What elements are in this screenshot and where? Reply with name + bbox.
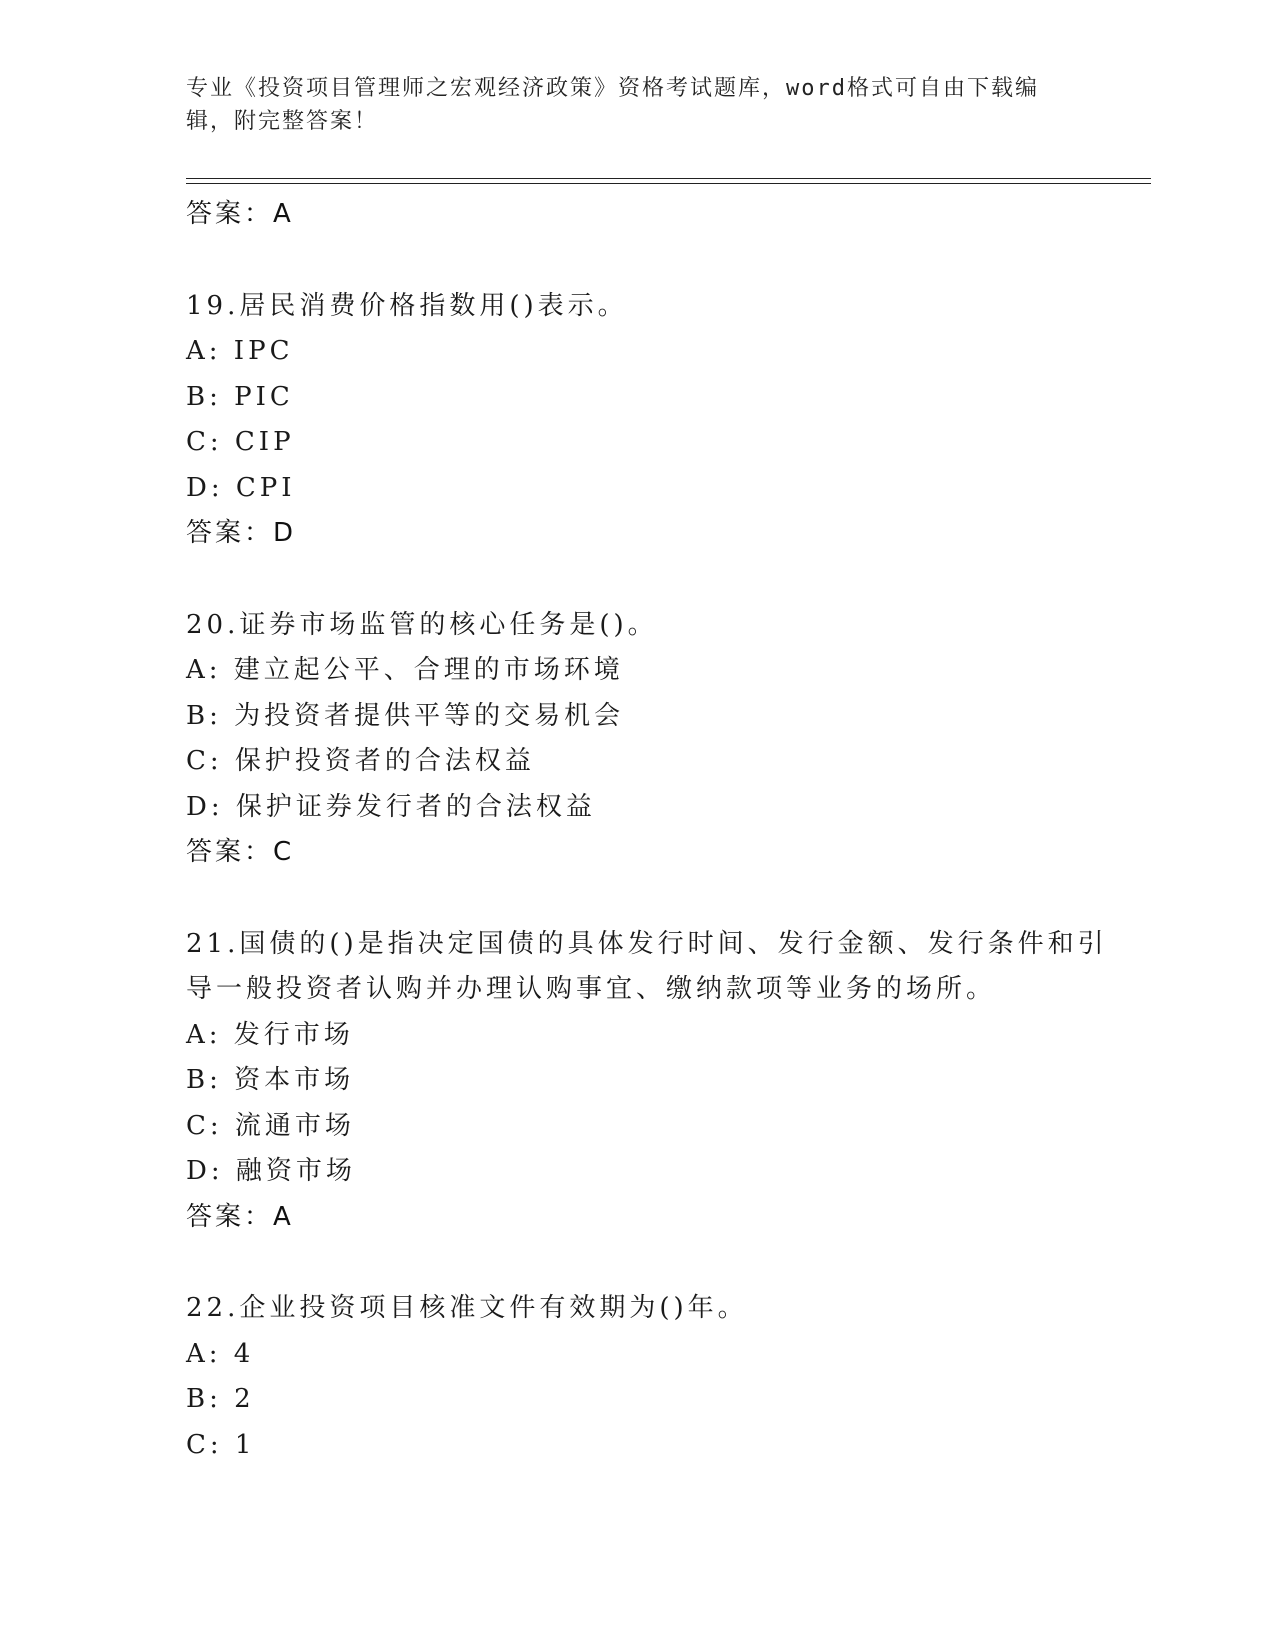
option-c: C: 1: [186, 1429, 256, 1460]
answer: 答案：A: [186, 1201, 294, 1232]
option-a: A: 发行市场: [186, 1019, 354, 1050]
header-line-1: 专业《投资项目管理师之宏观经济政策》资格考试题库，word格式可自由下载编: [186, 76, 1039, 101]
question-stem: 22.企业投资项目核准文件有效期为()年。: [186, 1293, 748, 1323]
option-b: B: 2: [186, 1384, 255, 1414]
option-b: B: 资本市场: [186, 1065, 355, 1095]
option-a: A: 4: [186, 1338, 255, 1369]
option-c: C: 保护投资者的合法权益: [186, 746, 535, 776]
header-divider-bottom: [186, 183, 1151, 184]
document-header: [186, 72, 1066, 138]
option-b: B: PIC: [186, 381, 294, 412]
question-19: [186, 284, 1151, 557]
previous-answer: 答案：A: [186, 199, 294, 229]
answer: 答案：D: [186, 518, 297, 548]
question-21: [186, 922, 1151, 1241]
option-c: C: 流通市场: [186, 1110, 355, 1141]
spacer: [186, 238, 1151, 284]
answer: 答案：C: [186, 837, 295, 867]
option-a: A: IPC: [186, 336, 294, 366]
spacer: [186, 876, 1151, 922]
spacer: [186, 1240, 1151, 1286]
question-22: [186, 1286, 1151, 1468]
header-divider-top: [186, 178, 1151, 179]
option-c: C: CIP: [186, 427, 295, 457]
header-line-2: 辑，附完整答案！: [186, 109, 379, 134]
question-list: [186, 192, 1151, 1468]
option-b: B: 为投资者提供平等的交易机会: [186, 700, 625, 731]
option-d: D: 融资市场: [186, 1156, 356, 1186]
question-20: [186, 603, 1151, 876]
question-stem: 19.居民消费价格指数用()表示。: [186, 290, 628, 321]
question-stem: 20.证券市场监管的核心任务是()。: [186, 609, 658, 640]
option-d: D: 保护证券发行者的合法权益: [186, 791, 596, 822]
question-stem-line-1: 21.国债的()是指决定国债的具体发行时间、发行金额、发行条件和引: [186, 928, 1108, 959]
option-a: A: 建立起公平、合理的市场环境: [186, 655, 624, 685]
question-stem-line-2: 导一般投资者认购并办理认购事宜、缴纳款项等业务的场所。: [186, 974, 997, 1004]
spacer: [186, 557, 1151, 603]
option-d: D: CPI: [186, 472, 296, 503]
